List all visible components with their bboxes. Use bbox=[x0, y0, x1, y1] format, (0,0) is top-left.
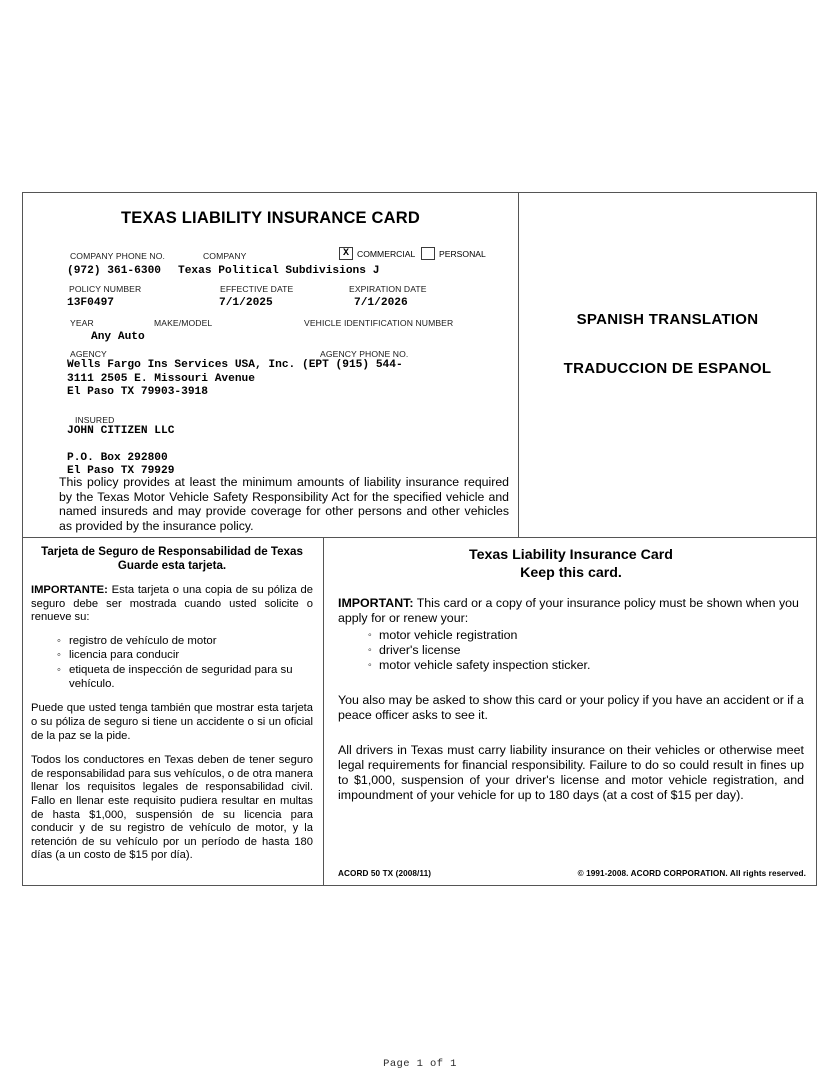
company-phone-value: (972) 361-6300 bbox=[67, 265, 161, 277]
insured-line-3: El Paso TX 79929 bbox=[67, 465, 175, 477]
english-paragraph-3: All drivers in Texas must carry liability insurance on their vehicles or otherwise meet legal requirements for financial responsibility. Failure to do so could result in fines up to $1,000, suspension of your driver's license and motor vehicle registration, and impoundment of your vehicle for up to 180 days (at a cost of $15 per day). bbox=[338, 743, 804, 802]
policy-statement: This policy provides at least the minimum amounts of liability insurance required by the Texas Motor Vehicle Safety Responsibility Act for the specified vehicle and named insureds and may provide coverage for other persons and other vehicles as provided by the insurance policy. bbox=[59, 475, 509, 533]
agency-phone-label: AGENCY PHONE NO. bbox=[320, 349, 409, 359]
page-indicator: Page 1 of 1 bbox=[383, 1058, 457, 1070]
english-requirements-list bbox=[338, 628, 804, 673]
acord-footer bbox=[338, 869, 806, 878]
english-title-line-1: Texas Liability Insurance Card bbox=[469, 547, 673, 563]
policy-details-panel bbox=[23, 193, 519, 537]
english-instructions-panel bbox=[324, 538, 816, 885]
spanish-translation-heading: SPANISH TRANSLATION bbox=[576, 311, 759, 328]
policy-number-value: 13F0497 bbox=[67, 297, 114, 309]
spanish-instructions-panel bbox=[23, 538, 324, 885]
spanish-requirements-list bbox=[31, 634, 313, 692]
card-bottom-region bbox=[23, 538, 816, 885]
english-paragraph-2: You also may be asked to show this card or your policy if you have an accident or if a peace officer asks to see it. bbox=[338, 693, 804, 722]
english-title-line-2: Keep this card. bbox=[520, 564, 622, 581]
personal-checkbox-group[interactable] bbox=[421, 245, 486, 263]
insurance-card bbox=[22, 192, 817, 886]
english-section-title bbox=[338, 547, 804, 582]
commercial-checkbox[interactable]: X bbox=[339, 247, 353, 260]
commercial-checkbox-label: COMMERCIAL bbox=[357, 248, 416, 259]
insured-block bbox=[67, 415, 174, 479]
list-item: ◦ licencia para conducir bbox=[57, 648, 313, 662]
spanish-paragraph-3: Todos los conductores en Texas deben de tener seguro de responsabilidad para sus vehículos, o de otra manera llenar los requisitos legales de responsabilidad civil. Fallo en llenar este requisito pudiera resultar en multas de hasta $1,000, suspensión de su licencia para conducir y de su registro de vehículo de motor, y la retención de su vehículo por un período de hasta 180 días (a un costo de $15 por día). bbox=[31, 754, 313, 862]
make-model-value: Any Auto bbox=[91, 331, 145, 343]
spanish-title-line-1: Tarjeta de Seguro de Responsabilidad de Texas bbox=[41, 545, 303, 558]
spanish-important-paragraph bbox=[31, 584, 313, 625]
agency-label: AGENCY bbox=[70, 349, 107, 359]
vin-label: VEHICLE IDENTIFICATION NUMBER bbox=[304, 318, 454, 328]
list-item: ◦ registro de vehículo de motor bbox=[57, 634, 313, 648]
policy-number-label: POLICY NUMBER bbox=[69, 284, 142, 294]
insured-line-1: JOHN CITIZEN LLC bbox=[67, 425, 175, 437]
spanish-important-text: Esta tarjeta o una copia de su póliza de seguro debe ser mostrada cuando usted solicite o renueve su: bbox=[31, 584, 313, 624]
acord-form-id: ACORD 50 TX (2008/11) bbox=[338, 869, 432, 878]
insured-label: INSURED bbox=[75, 415, 115, 425]
english-important-label: IMPORTANT: bbox=[338, 596, 414, 610]
expiration-date-value: 7/1/2026 bbox=[354, 297, 408, 309]
spanish-important-label: IMPORTANTE: bbox=[31, 584, 108, 596]
commercial-checkbox-group[interactable] bbox=[339, 245, 415, 263]
english-important-paragraph bbox=[338, 596, 804, 626]
english-important-text: This card or a copy of your insurance policy must be shown when you apply for or renew your: bbox=[338, 596, 799, 625]
page-title: TEXAS LIABILITY INSURANCE CARD bbox=[120, 209, 421, 227]
acord-copyright: © 1991-2008. ACORD CORPORATION. All rights reserved. bbox=[577, 869, 806, 878]
traduccion-heading: TRADUCCION DE ESPANOL bbox=[563, 360, 772, 377]
expiration-date-label: EXPIRATION DATE bbox=[349, 284, 427, 294]
agency-line-1: Wells Fargo Ins Services USA, Inc. (EPT (915) 544- bbox=[67, 359, 403, 371]
personal-checkbox[interactable] bbox=[421, 247, 435, 260]
company-value: Texas Political Subdivisions J bbox=[178, 265, 380, 277]
make-model-label: MAKE/MODEL bbox=[154, 318, 213, 328]
list-item: ◦ driver's license bbox=[368, 643, 804, 658]
card-top-region bbox=[23, 193, 816, 538]
company-label: COMPANY bbox=[203, 251, 247, 261]
agency-line-2: 3111 2505 E. Missouri Avenue bbox=[67, 372, 255, 385]
list-item: ◦ motor vehicle safety inspection sticker. bbox=[368, 658, 804, 673]
spanish-section-title bbox=[31, 545, 313, 573]
agency-line-3: El Paso TX 79903-3918 bbox=[67, 386, 208, 398]
spanish-paragraph-2: Puede que usted tenga también que mostrar esta tarjeta o su póliza de seguro si tiene un accidente o si un oficial de la paz se la pide. bbox=[31, 702, 313, 742]
effective-date-label: EFFECTIVE DATE bbox=[220, 284, 294, 294]
spanish-translation-panel bbox=[519, 193, 816, 537]
spanish-title-line-2: Guarde esta tarjeta. bbox=[117, 559, 227, 572]
effective-date-value: 7/1/2025 bbox=[219, 297, 273, 309]
personal-checkbox-label: PERSONAL bbox=[439, 248, 486, 259]
list-item: ◦ motor vehicle registration bbox=[368, 628, 804, 643]
insured-line-2: P.O. Box 292800 bbox=[67, 451, 168, 464]
year-label: YEAR bbox=[70, 318, 94, 328]
list-item: ◦ etiqueta de inspección de seguridad para su vehículo. bbox=[57, 663, 313, 692]
company-phone-label: COMPANY PHONE NO. bbox=[70, 251, 165, 261]
